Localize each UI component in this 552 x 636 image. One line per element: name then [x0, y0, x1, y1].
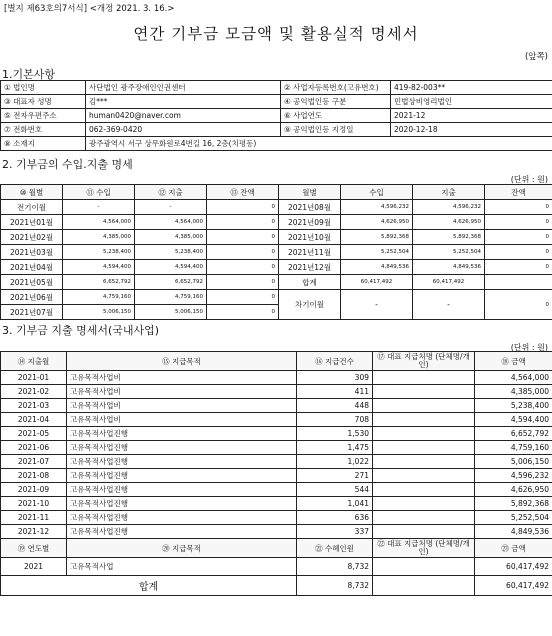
expense-month: 2021-07 — [1, 455, 67, 469]
expense-header-row — [1, 352, 552, 371]
expense-count: 1,041 — [297, 497, 373, 511]
expense-month: 2021-02 — [1, 385, 67, 399]
expense-month: 2021-12 — [1, 525, 67, 539]
income-expense-row — [1, 260, 552, 275]
expense-month: 2021-04 — [1, 413, 67, 427]
expense-cell: 5,252,504 — [413, 245, 485, 260]
grand-total-blank — [373, 576, 475, 596]
address-value: 광주광역시 서구 상무화원로4번길 16, 2층(치평동) — [86, 137, 552, 151]
expense-amount: 4,594,400 — [475, 413, 552, 427]
balance-cell: 0 — [207, 245, 279, 260]
year-row — [1, 558, 552, 576]
balance-cell: 0 — [207, 230, 279, 245]
expense-recipient — [373, 525, 475, 539]
month-cell: 2021년10월 — [279, 230, 341, 245]
total-income: 60,417,492 — [341, 275, 413, 290]
expense-purpose: 고유목적사업비 — [67, 385, 297, 399]
balance-cell: 0 — [485, 230, 552, 245]
expense-month: 2021-08 — [1, 469, 67, 483]
form-number-note: [별지 제63호의7서식] <개정 2021. 3. 16.> — [4, 4, 175, 14]
income-cell: 4,849,536 — [341, 260, 413, 275]
expense-amount: 4,626,950 — [475, 483, 552, 497]
basic-info-table — [0, 80, 552, 151]
income-cell: 4,385,000 — [63, 230, 135, 245]
column-header: ㉒ 대표 지급처명 (단체명/개인) — [373, 539, 475, 558]
expense-row — [1, 469, 552, 483]
total-label: 합계 — [279, 275, 341, 290]
carryover-expense: - — [413, 290, 485, 320]
expense-cell: 5,892,368 — [413, 230, 485, 245]
expense-purpose: 고유목적사업진행 — [67, 469, 297, 483]
expense-purpose: 고유목적사업비 — [67, 399, 297, 413]
expense-count: 448 — [297, 399, 373, 413]
expense-count: 411 — [297, 385, 373, 399]
income-cell: 4,596,232 — [341, 200, 413, 215]
year-beneficiaries: 8,732 — [297, 558, 373, 576]
expense-row — [1, 497, 552, 511]
expense-cell: 4,626,950 — [413, 215, 485, 230]
balance-cell: 0 — [207, 200, 279, 215]
income-expense-header-row — [1, 185, 552, 200]
expense-purpose: 고유목적사업진행 — [67, 511, 297, 525]
expense-count: 544 — [297, 483, 373, 497]
field-label: ① 법인명 — [1, 81, 86, 95]
grand-total-count: 8,732 — [297, 576, 373, 596]
column-header: ⑮ 지급목적 — [67, 352, 297, 371]
income-cell: 5,238,400 — [63, 245, 135, 260]
expense-detail-table — [0, 351, 552, 596]
income-expense-row — [1, 215, 552, 230]
expense-recipient — [373, 371, 475, 385]
income-cell: 5,892,368 — [341, 230, 413, 245]
expense-row — [1, 455, 552, 469]
balance-cell: 0 — [485, 245, 552, 260]
income-expense-row — [1, 230, 552, 245]
basic-info-row — [1, 81, 552, 95]
expense-row — [1, 483, 552, 497]
column-header: ⑬ 잔액 — [207, 185, 279, 200]
expense-purpose: 고유목적사업비 — [67, 371, 297, 385]
field-value: human0420@naver.com — [86, 109, 281, 123]
balance-cell: 0 — [207, 275, 279, 290]
balance-cell: 0 — [207, 290, 279, 305]
expense-row — [1, 413, 552, 427]
balance-cell: 0 — [207, 260, 279, 275]
expense-month: 2021-03 — [1, 399, 67, 413]
year-amount: 60,417,492 — [475, 558, 552, 576]
address-label: ⑧ 소재지 — [1, 137, 86, 151]
expense-row — [1, 525, 552, 539]
total-row — [1, 576, 552, 596]
expense-purpose: 고유목적사업진행 — [67, 525, 297, 539]
expense-recipient — [373, 385, 475, 399]
expense-amount: 4,849,536 — [475, 525, 552, 539]
column-header: 잔액 — [485, 185, 552, 200]
expense-cell: 5,006,150 — [135, 305, 207, 320]
expense-amount: 5,006,150 — [475, 455, 552, 469]
column-header: ⑯ 지급건수 — [297, 352, 373, 371]
month-cell: 2021년01월 — [1, 215, 63, 230]
month-cell: 2021년06월 — [1, 290, 63, 305]
expense-cell: 4,849,536 — [413, 260, 485, 275]
column-header: ⑱ 금액 — [475, 352, 552, 371]
basic-info-row — [1, 95, 552, 109]
month-cell: 2021년04월 — [1, 260, 63, 275]
expense-purpose: 고유목적사업진행 — [67, 427, 297, 441]
expense-recipient — [373, 441, 475, 455]
field-label: ② 사업자등록번호(고유번호) — [281, 81, 391, 95]
expense-purpose: 고유목적사업진행 — [67, 441, 297, 455]
expense-row — [1, 441, 552, 455]
income-cell: - — [63, 200, 135, 215]
expense-amount: 4,759,160 — [475, 441, 552, 455]
expense-cell: 4,564,000 — [135, 215, 207, 230]
year-cell: 2021 — [1, 558, 67, 576]
expense-recipient — [373, 455, 475, 469]
expense-amount: 5,238,400 — [475, 399, 552, 413]
carryover-income: - — [341, 290, 413, 320]
carryover-balance: 0 — [485, 290, 552, 320]
year-header-row — [1, 539, 552, 558]
expense-recipient — [373, 497, 475, 511]
field-value: 2020-12-18 — [391, 123, 552, 137]
column-header: ⑲ 연도별 — [1, 539, 67, 558]
field-label: ⑨ 공익법인등 지정일 — [281, 123, 391, 137]
section3-unit: (단위 : 원) — [510, 343, 548, 352]
section2-heading: 2. 기부금의 수입.지출 명세 — [2, 158, 133, 171]
expense-recipient — [373, 469, 475, 483]
field-label: ③ 대표자 성명 — [1, 95, 86, 109]
income-cell: 6,652,792 — [63, 275, 135, 290]
expense-cell: 4,594,400 — [135, 260, 207, 275]
column-header: ⑩ 월별 — [1, 185, 63, 200]
field-value: 419-82-003** — [391, 81, 552, 95]
expense-purpose: 고유목적사업진행 — [67, 455, 297, 469]
month-cell: 2021년07월 — [1, 305, 63, 320]
expense-count: 636 — [297, 511, 373, 525]
field-label: ④ 공익법인등 구분 — [281, 95, 391, 109]
month-cell: 2021년12월 — [279, 260, 341, 275]
expense-month: 2021-05 — [1, 427, 67, 441]
expense-month: 2021-06 — [1, 441, 67, 455]
expense-purpose: 고유목적사업진행 — [67, 483, 297, 497]
expense-amount: 6,652,792 — [475, 427, 552, 441]
expense-purpose: 고유목적사업비 — [67, 413, 297, 427]
column-header: 지출 — [413, 185, 485, 200]
field-label: ⑦ 전화번호 — [1, 123, 86, 137]
total-expense: 60,417,492 — [413, 275, 485, 290]
balance-cell: 0 — [485, 215, 552, 230]
expense-amount: 4,596,232 — [475, 469, 552, 483]
expense-row — [1, 385, 552, 399]
column-header: ⑫ 지출 — [135, 185, 207, 200]
column-header: ㉓ 금액 — [475, 539, 552, 558]
month-cell: 2021년02월 — [1, 230, 63, 245]
section1-heading: 1.기본사항 — [2, 68, 55, 81]
expense-amount: 5,892,368 — [475, 497, 552, 511]
column-header: ㉑ 수혜인원 — [297, 539, 373, 558]
expense-cell: 4,596,232 — [413, 200, 485, 215]
income-cell: 4,594,400 — [63, 260, 135, 275]
income-cell: 5,252,504 — [341, 245, 413, 260]
income-cell: 5,006,150 — [63, 305, 135, 320]
expense-row — [1, 371, 552, 385]
section2-unit: (단위 : 원) — [510, 175, 548, 184]
expense-amount: 4,564,000 — [475, 371, 552, 385]
year-purpose: 고유목적사업 — [67, 558, 297, 576]
expense-count: 337 — [297, 525, 373, 539]
expense-cell: 5,238,400 — [135, 245, 207, 260]
expense-cell: - — [135, 200, 207, 215]
column-header: 월별 — [279, 185, 341, 200]
balance-cell: 0 — [207, 215, 279, 230]
expense-recipient — [373, 399, 475, 413]
expense-recipient — [373, 511, 475, 525]
expense-amount: 4,385,000 — [475, 385, 552, 399]
expense-month: 2021-10 — [1, 497, 67, 511]
expense-row — [1, 399, 552, 413]
income-cell: 4,564,000 — [63, 215, 135, 230]
expense-cell: 4,759,160 — [135, 290, 207, 305]
expense-count: 1,022 — [297, 455, 373, 469]
grand-total-amount: 60,417,492 — [475, 576, 552, 596]
expense-count: 271 — [297, 469, 373, 483]
month-cell: 2021년05월 — [1, 275, 63, 290]
income-cell: 4,759,160 — [63, 290, 135, 305]
column-header: ⑰ 대표 지급처명 (단체명/개인) — [373, 352, 475, 371]
income-expense-row — [1, 290, 552, 305]
expense-row — [1, 427, 552, 441]
field-value: 2021-12 — [391, 109, 552, 123]
expense-purpose: 고유목적사업진행 — [67, 497, 297, 511]
basic-info-row — [1, 109, 552, 123]
total-balance — [485, 275, 552, 290]
expense-cell: 6,652,792 — [135, 275, 207, 290]
field-value: 사단법인 광주장애인인권센터 — [86, 81, 281, 95]
balance-cell: 0 — [485, 260, 552, 275]
expense-recipient — [373, 413, 475, 427]
expense-month: 2021-01 — [1, 371, 67, 385]
page-title: 연간 기부금 모금액 및 활용실적 명세서 — [133, 25, 419, 43]
basic-info-row — [1, 137, 552, 151]
income-expense-table — [0, 184, 552, 320]
expense-count: 708 — [297, 413, 373, 427]
income-cell: 4,626,950 — [341, 215, 413, 230]
column-header: ⑳ 지급목적 — [67, 539, 297, 558]
column-header: 수입 — [341, 185, 413, 200]
balance-cell: 0 — [207, 305, 279, 320]
section3-heading: 3. 기부금 지출 명세서(국내사업) — [2, 324, 160, 337]
field-value: 김*** — [86, 95, 281, 109]
expense-count: 1,530 — [297, 427, 373, 441]
expense-row — [1, 511, 552, 525]
expense-count: 1,475 — [297, 441, 373, 455]
expense-month: 2021-11 — [1, 511, 67, 525]
month-cell: 2021년09월 — [279, 215, 341, 230]
expense-recipient — [373, 427, 475, 441]
expense-count: 309 — [297, 371, 373, 385]
year-recipient — [373, 558, 475, 576]
column-header: ⑭ 지출월 — [1, 352, 67, 371]
field-value: 062-369-0420 — [86, 123, 281, 137]
grand-total-label: 합계 — [1, 576, 297, 596]
field-label: ⑥ 사업연도 — [281, 109, 391, 123]
month-cell: 전기이월 — [1, 200, 63, 215]
income-expense-row — [1, 245, 552, 260]
expense-month: 2021-09 — [1, 483, 67, 497]
balance-cell: 0 — [485, 200, 552, 215]
field-label: ⑤ 전자우편주소 — [1, 109, 86, 123]
income-expense-row — [1, 275, 552, 290]
month-cell: 2021년03월 — [1, 245, 63, 260]
month-cell: 2021년08월 — [279, 200, 341, 215]
carryover-label: 차기이월 — [279, 290, 341, 320]
basic-info-row — [1, 123, 552, 137]
expense-recipient — [373, 483, 475, 497]
expense-amount: 5,252,504 — [475, 511, 552, 525]
income-expense-row — [1, 200, 552, 215]
field-value: 민법상비영리법인 — [391, 95, 552, 109]
column-header: ⑪ 수입 — [63, 185, 135, 200]
expense-cell: 4,385,000 — [135, 230, 207, 245]
month-cell: 2021년11월 — [279, 245, 341, 260]
front-page-label: (앞쪽) — [524, 52, 548, 62]
